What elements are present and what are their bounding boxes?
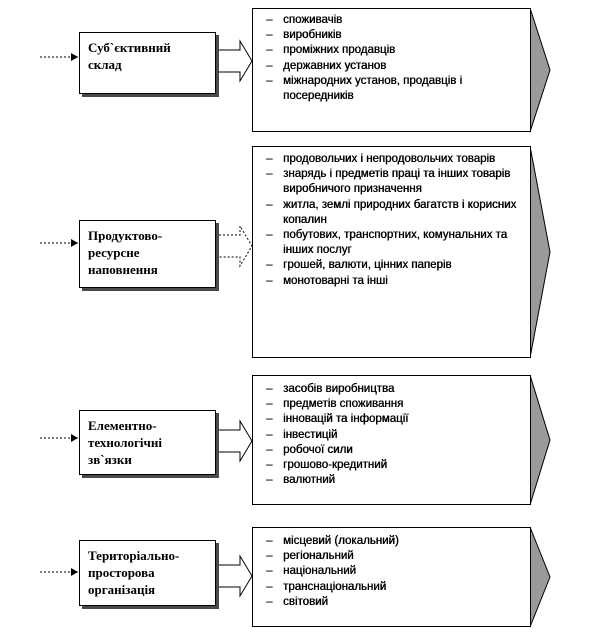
list-item: – регіональний xyxy=(266,549,516,564)
group-product-resource xyxy=(0,140,595,370)
list-item: – національний xyxy=(266,564,516,579)
category-box-2 xyxy=(79,220,216,288)
input-arrow-head xyxy=(71,434,78,442)
list-item: – продовольчих і непродовольчих товарів xyxy=(266,152,521,167)
list-item: – державних установ xyxy=(266,59,516,74)
list-item: – житла, землі природних багатств і корисних копалин xyxy=(266,198,521,228)
category-title: Елементно-технологічні зв`язки xyxy=(88,418,162,467)
group-territorial-spatial xyxy=(0,520,595,634)
list-chevron xyxy=(530,527,550,627)
category-box-4 xyxy=(79,540,216,606)
list-item: – проміжних продавців xyxy=(266,43,516,58)
group-element-technological xyxy=(0,370,595,520)
list-item: – інновацій та інформації xyxy=(266,412,516,427)
item-list-2 xyxy=(266,152,521,289)
list-item: – засобів виробництва xyxy=(266,382,516,397)
block-arrow xyxy=(215,226,252,266)
list-chevron xyxy=(530,8,550,132)
list-item: – транснаціональний xyxy=(266,580,516,595)
item-list-1 xyxy=(266,13,516,104)
list-item: – виробників xyxy=(266,28,516,43)
group-subjective-composition xyxy=(0,0,595,140)
list-chevron xyxy=(530,375,550,505)
block-arrow xyxy=(215,556,252,596)
list-item: – побутових, транспортних, комунальних та інших послуг xyxy=(266,228,521,258)
list-item: – робочої сили xyxy=(266,443,516,458)
list-item: – грошово-кредитний xyxy=(266,458,516,473)
input-arrow-head xyxy=(71,239,78,247)
list-item: – споживачів xyxy=(266,13,516,28)
block-arrow xyxy=(215,41,252,81)
list-item: – валютний xyxy=(266,473,516,488)
category-title: Продуктово-ресурсне наповнення xyxy=(88,228,163,277)
block-arrow xyxy=(215,421,252,461)
list-item: – знарядь і предметів праці та інших товарів виробничого призначення xyxy=(266,167,521,197)
item-list-4 xyxy=(266,534,516,610)
list-item: – інвестицій xyxy=(266,428,516,443)
category-box-3 xyxy=(79,410,216,475)
input-arrow-head xyxy=(71,568,78,576)
list-item: – світовий xyxy=(266,595,516,610)
input-arrow-head xyxy=(71,53,78,61)
category-title: Суб`єктивний склад xyxy=(88,40,171,72)
item-list-3 xyxy=(266,382,516,488)
list-chevron xyxy=(530,146,550,358)
category-box-1 xyxy=(79,32,216,94)
list-item: – міжнародних установ, продавців і посередників xyxy=(266,74,516,104)
category-title: Територіально-просторова організація xyxy=(88,548,180,597)
list-item: – грошей, валюти, цінних паперів xyxy=(266,258,521,273)
list-item: – монотоварні та інші xyxy=(266,274,521,289)
list-item: – предметів споживання xyxy=(266,397,516,412)
list-item: – місцевий (локальний) xyxy=(266,534,516,549)
